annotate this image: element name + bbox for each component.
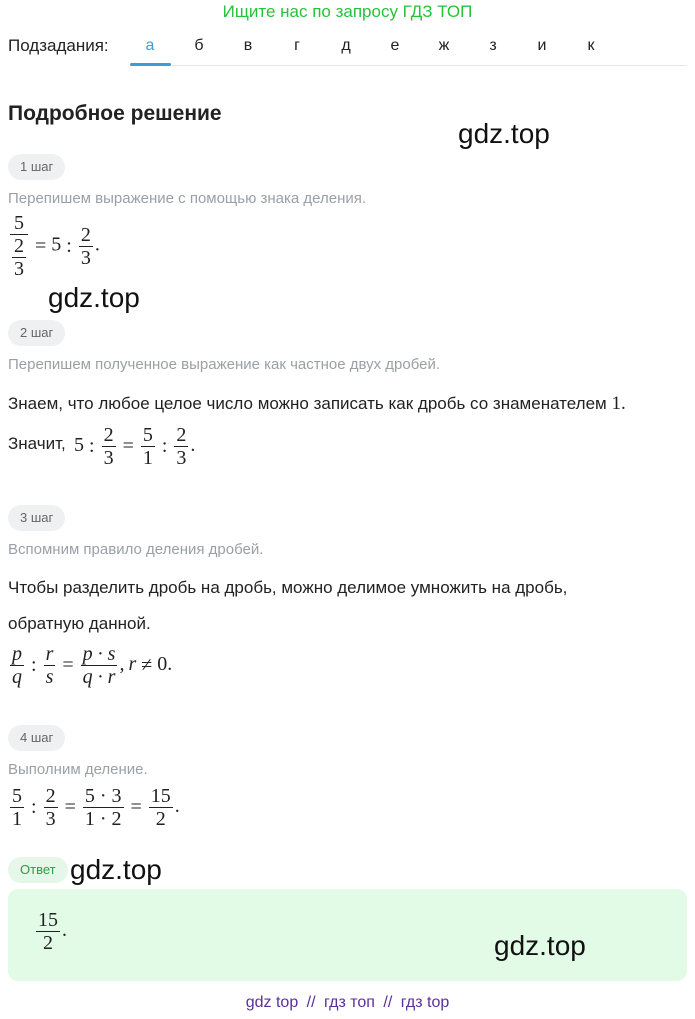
tab-e[interactable]: е — [390, 37, 400, 54]
step-1-hint: Перепишем выражение с помощью знака деления. — [8, 190, 367, 207]
step-3-text-1: Чтобы разделить дробь на дробь, можно делимое умножить на дробь, — [8, 578, 568, 597]
active-tab-indicator — [130, 63, 171, 66]
step-4-hint: Выполним деление. — [8, 761, 148, 778]
promo-banner[interactable]: Ищите нас по запросу ГДЗ ТОП — [222, 2, 473, 21]
subtasks-label: Подзадания: — [8, 36, 109, 55]
tab-z[interactable]: з — [489, 37, 497, 54]
tab-k[interactable]: к — [587, 37, 595, 54]
footer-link-gdz-top-ru[interactable]: гдз топ — [324, 994, 375, 1011]
step-2-badge: 2 шаг — [8, 320, 65, 346]
tab-b[interactable]: б — [194, 37, 204, 54]
answer-denominator: 2 — [36, 931, 60, 954]
tab-a[interactable]: а — [145, 37, 155, 54]
step-3-badge: 3 шаг — [8, 505, 65, 531]
page-title: Подробное решение — [8, 102, 222, 125]
step-2-hint: Перепишем полученное выражение как частное двух дробей. — [8, 356, 441, 373]
step-4-badge: 4 шаг — [8, 725, 65, 751]
denominator: $\frac{2}{3}$ — [10, 234, 28, 280]
watermark: gdz.top — [70, 854, 162, 885]
compound-fraction — [10, 212, 28, 280]
footer-link-gdz-top[interactable]: gdz top — [245, 994, 299, 1011]
answer-box — [8, 889, 687, 981]
step-2-text-1 — [8, 393, 626, 415]
step-3-hint: Вспомним правило деления дробей. — [8, 541, 264, 558]
step-4-formula: $\frac{5}{1}$ : $\frac{2}{3}$ = $\frac{5 \cdot 3}{1 \cdot 2}$ = $\frac{15}{2}$ . — [12, 785, 180, 830]
step-2-formula: 5 : $\frac{2}{3}$ = $\frac{5}{1}$ : $\frac{2}{3}$ . — [74, 424, 196, 469]
tab-zh[interactable]: ж — [438, 37, 450, 54]
answer-value: $\frac{15}{2}$ . — [38, 909, 67, 954]
tabs-divider — [172, 65, 687, 66]
tab-d[interactable]: д — [341, 37, 351, 54]
tab-i[interactable]: и — [537, 37, 547, 54]
step-2-text-1-number: 1. — [611, 393, 626, 414]
footer-link-gdz-top-mixed[interactable]: гдз top — [400, 994, 450, 1011]
footer-separator: // — [383, 994, 393, 1011]
footer-separator: // — [306, 994, 316, 1011]
step-1-formula: $\frac{5}{\frac{2}{3}}$ = 5 : $\frac{2}{3}$ . — [8, 212, 100, 280]
division-rule-formula: $\frac{p}{q}$ : $\frac{r}{s}$ = $\frac{p \cdot s}{q \cdot r}$ , r ≠ 0. — [12, 643, 173, 688]
answer-badge: Ответ — [8, 857, 68, 883]
footer-links — [0, 994, 695, 1012]
watermark: gdz.top — [494, 930, 586, 961]
tab-v[interactable]: в — [243, 37, 253, 54]
step-2-text-1-body: Знаем, что любое целое число можно записать как дробь со знаменателем — [8, 394, 607, 413]
fraction-2-3: $\frac{2}{3}$ — [80, 223, 91, 269]
numerator: 5 — [14, 212, 24, 234]
step-2-text-2: Значит, — [8, 434, 66, 453]
answer-numerator: 15 — [38, 909, 58, 931]
step-3-text-2: обратную данной. — [8, 614, 151, 633]
step-1-badge: 1 шаг — [8, 154, 65, 180]
watermark: gdz.top — [458, 118, 550, 149]
tab-g[interactable]: г — [294, 37, 300, 54]
watermark: gdz.top — [48, 282, 140, 313]
